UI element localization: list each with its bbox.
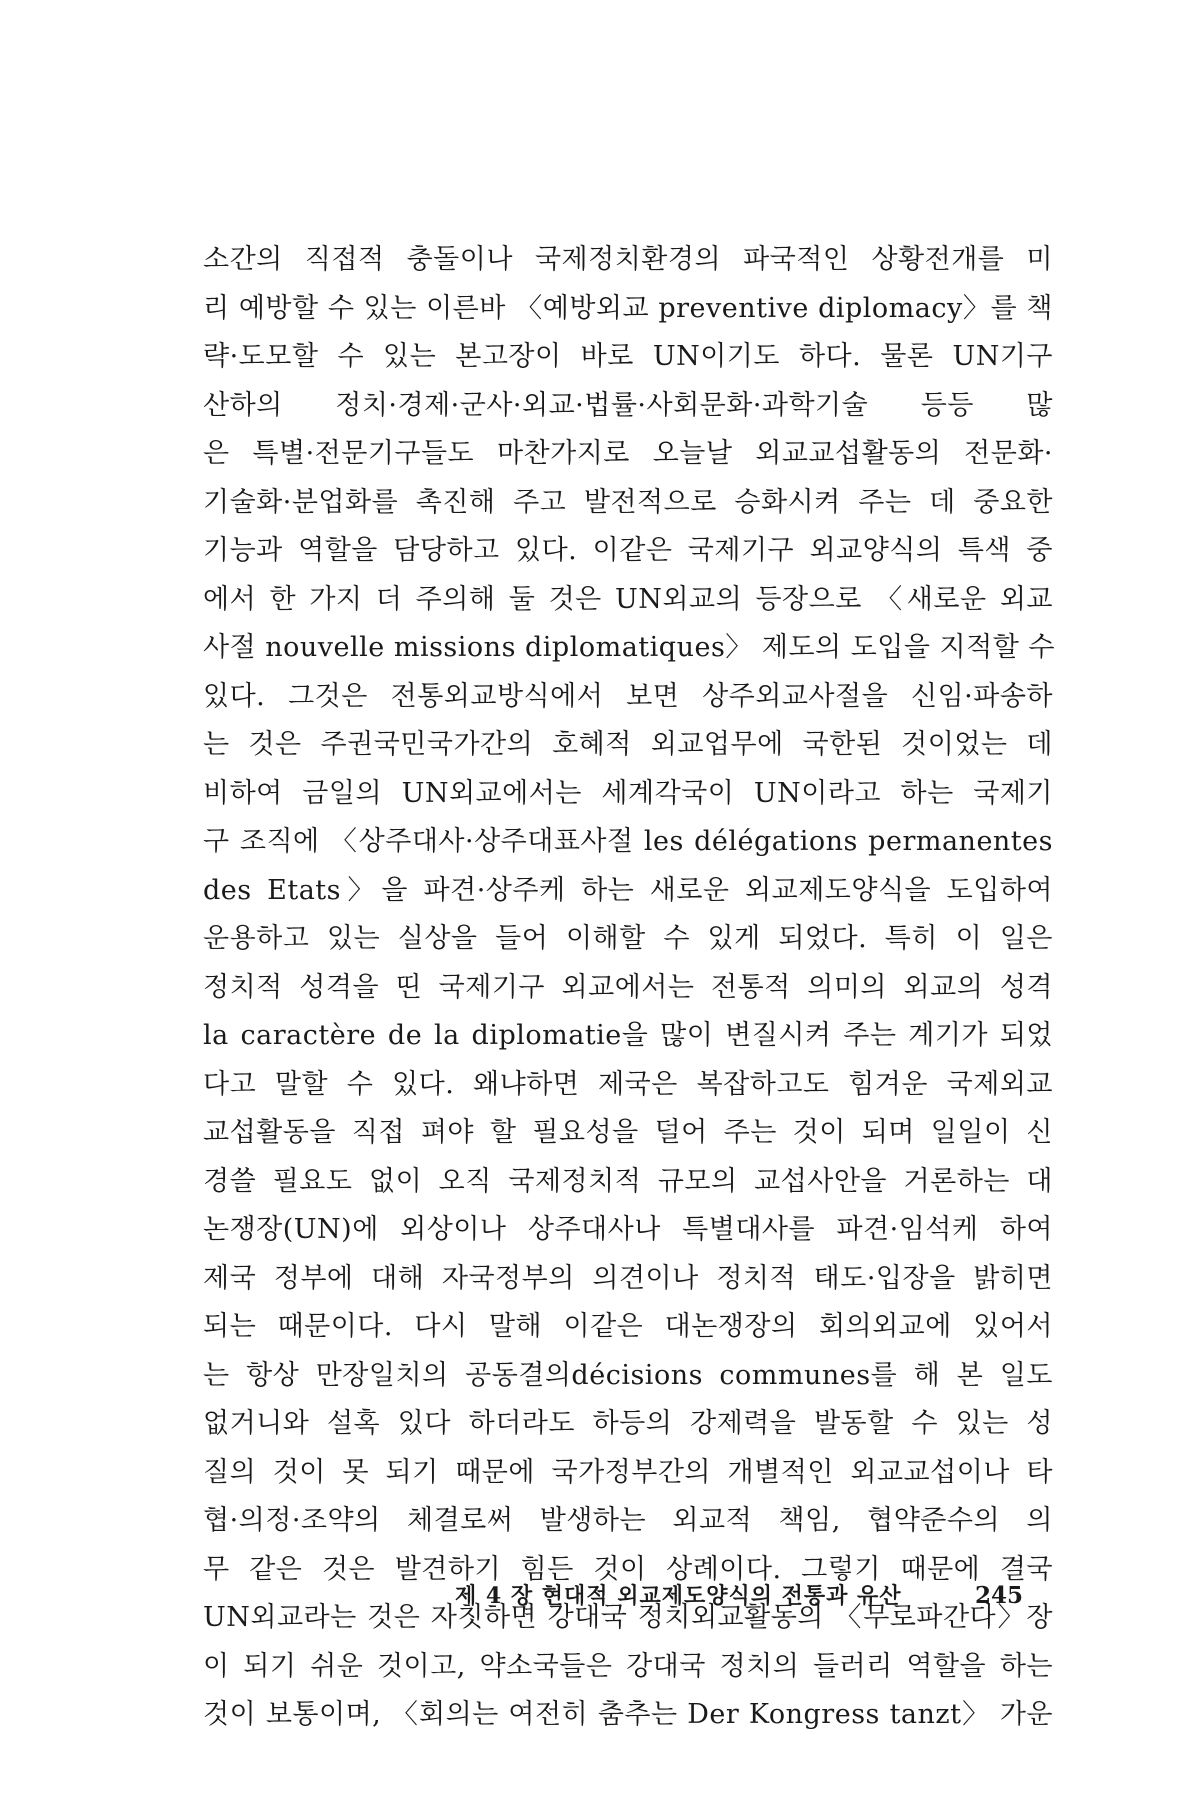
text-line: 는 항상 만장일치의 공동결의décisions communes를 해 본 일도 [203,1359,1053,1391]
text-line: 기술화·분업화를 촉진해 주고 발전적으로 승화시켜 주는 데 중요한 [203,486,1053,518]
text-line: 협·의정·조약의 체결로써 발생하는 외교적 책임, 협약준수의 의 [203,1505,1053,1536]
text-line: 리 예방할 수 있는 이른바 〈예방외교 preventive diplomacy〉를 책 [203,292,1053,324]
text-line: 비하여 금일의 UN외교에서는 세계각국이 UN이라고 하는 국제기 [203,777,1053,809]
text-line: 없거니와 설혹 있다 하더라도 하등의 강제력을 발동할 수 있는 성 [203,1408,1053,1439]
text-line: la caractère de la diplomatie을 많이 변질시켜 주는 계기가 되었 [203,1020,1053,1051]
text-line: 구 조직에 〈상주대사·상주대표사절 les délégations permanentes [203,826,1053,857]
text-line: 되는 때문이다. 다시 말해 이같은 대논쟁장의 회의외교에 있어서 [203,1311,1053,1342]
text-line: UN외교라는 것은 자칫하면 강대국 정치외교활동의 〈무로파간다〉장 [203,1602,1053,1633]
text-line: 것이 보통이며, 〈회의는 여전히 춤추는 Der Kongress tanzt〉 가운 [203,1699,1053,1730]
text-line: 기능과 역할을 담당하고 있다. 이같은 국제기구 외교양식의 특색 중 [203,535,1053,566]
text-line: 이 되기 쉬운 것이고, 약소국들은 강대국 정치의 들러리 역할을 하는 [203,1650,1053,1682]
text-line: 소간의 직접적 충돌이나 국제정치환경의 파국적인 상황전개를 미 [203,244,1053,275]
chapter-title: 제 4 장 현대적 외교제도양식의 전통과 유산 [455,1583,902,1609]
page-number: 245 [974,1582,1023,1609]
text-line: 은 특별·전문기구들도 마찬가지로 오늘날 외교교섭활동의 전문화· [203,438,1053,469]
text-line: 제국 정부에 대해 자국정부의 의견이나 정치적 태도·입장을 밝히면 [203,1262,1053,1294]
text-line: 논쟁장(UN)에 외상이나 상주대사나 특별대사를 파견·임석케 하여 [203,1214,1053,1245]
text-line: 다고 말할 수 있다. 왜냐하면 제국은 복잡하고도 힘겨운 국제외교 [203,1068,1053,1100]
text-line: 사절 nouvelle missions diplomatiques〉 제도의 도입을 지적할 수 [203,632,1055,663]
page-footer [455,1576,1055,1616]
text-line: 무 같은 것은 발견하기 힘든 것이 상례이다. 그렇기 때문에 결국 [203,1553,1053,1585]
text-line: des Etats〉을 파견·상주케 하는 새로운 외교제도양식을 도입하여 [203,874,1053,906]
text-line: 는 것은 주권국민국가간의 호혜적 외교업무에 국한된 것이었는 데 [203,729,1053,760]
text-line: 산하의 정치·경제·군사·외교·법률·사회문화·과학기술 등등 많 [203,389,1053,421]
text-line: 운용하고 있는 실상을 들어 이해할 수 있게 되었다. 특히 이 일은 [203,923,1053,954]
body-text [203,236,1053,1740]
text-line: 략·도모할 수 있는 본고장이 바로 UN이기도 하다. 물론 UN기구 [203,341,1053,372]
text-line: 경쓸 필요도 없이 오직 국제정치적 규모의 교섭사안을 거론하는 대 [203,1165,1053,1197]
text-line: 있다. 그것은 전통외교방식에서 보면 상주외교사절을 신임·파송하 [203,680,1053,712]
text-line: 질의 것이 못 되기 때문에 국가정부간의 개별적인 외교교섭이나 타 [203,1456,1053,1488]
text-line: 에서 한 가지 더 주의해 둘 것은 UN외교의 등장으로 〈새로운 외교 [203,583,1053,615]
text-line: 교섭활동을 직접 펴야 할 필요성을 덜어 주는 것이 되며 일일이 신 [203,1117,1053,1148]
text-line: 정치적 성격을 띤 국제기구 외교에서는 전통적 의미의 외교의 성격 [203,971,1053,1003]
